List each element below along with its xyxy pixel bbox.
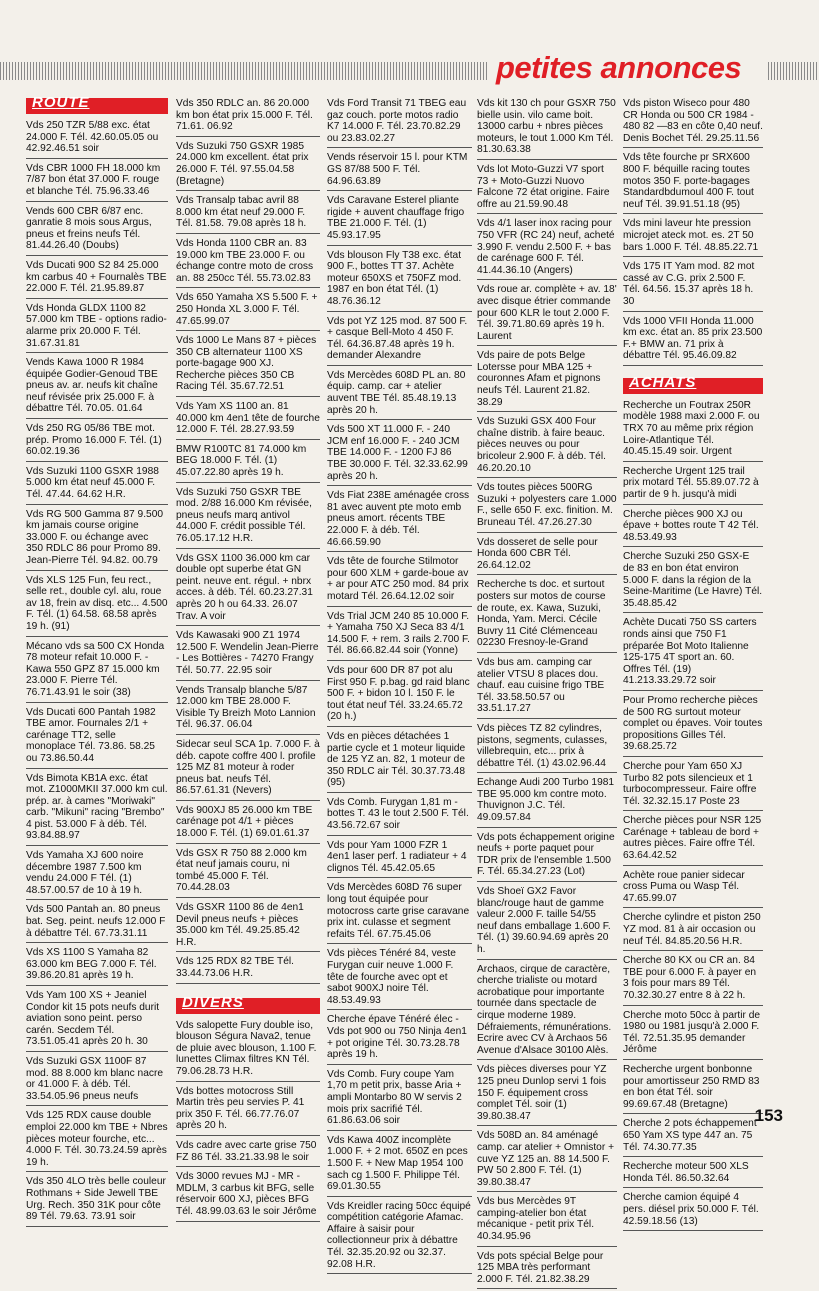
classified-ad: Vds GSXR 1100 86 de 4en1 Devil pneus neufs + pièces 35.000 km Tél. 49.25.85.42 H.R. xyxy=(176,900,320,952)
classified-ad: Cherche cylindre et piston 250 YZ mod. 81 à air occasion ou neuf Tél. 84.85.20.56 H.R. xyxy=(623,910,763,951)
classified-ad: Vds paire de pots Belge Lotersse pour MBA 125 + couronnes Afam et pignons neufs Tél. Laurent 21.82. 38.29 xyxy=(477,348,617,412)
classified-ad: Vds GSX R 750 88 2.000 km état neuf jamais couru, ni tombé 45.000 F. Tél. 70.44.28.03 xyxy=(176,846,320,898)
classified-ad: Vds lot Moto-Guzzi V7 sport 73 + Moto-Guzzi Nuovo Falcone 72 état origine. Faire offre au 21.59.90.48 xyxy=(477,162,617,214)
ad-list xyxy=(477,96,617,1289)
classified-ad: Vds Suzuki 1100 GSXR 1988 5.000 km état neuf 45.000 F. Tél. 47.44. 64.62 H.R. xyxy=(26,464,168,505)
classified-ad: Vds roue ar. complète + av. 18' avec disque étrier commande pour 600 KLR le tout 2.000 F. Tél. 39.71.80.69 après 19 h. Laurent xyxy=(477,282,617,346)
classified-ad: Vds cadre avec carte grise 750 FZ 86 Tél. 33.21.33.98 le soir xyxy=(176,1138,320,1167)
classified-ad: Vds 350 4LO très belle couleur Rothmans + Side Jewell TBE Urg. Rech. 350 31K pour côte 89 Tél. 79.63. 73.91 soir xyxy=(26,1174,168,1226)
classified-ad: Cherche 2 pots échappement 650 Yam XS type 447 an. 75 Tél. 74.30.77.35 xyxy=(623,1116,763,1157)
classified-ad: Vds 4/1 laser inox racing pour 750 VFR (RC 24) neuf, acheté 3.990 F. vendu 2.500 F. + bas de carénage 600 F. Tél. 41.44.36.10 (Angers) xyxy=(477,216,617,280)
classified-ad: Pour Promo recherche pièces de 500 RG surtout moteur complet ou épaves. Voir toutes propositions Gilles Tél. 39.68.25.72 xyxy=(623,693,763,757)
classified-ad: Vds pièces Ténéré 84, veste Furygan cuir neuve 1.000 F. tête de fourche avec opt et sabot 900XJ noire Tél. 48.53.49.93 xyxy=(327,946,472,1010)
column-4 xyxy=(477,96,617,1291)
classified-ad: Vds Kreidler racing 50cc équipé compétition catégorie Afamac. Affaire à saisir pour collectionneur prix à débattre Tél. 32.35.20.92 ou 32.37. 92.08 H.R. xyxy=(327,1199,472,1275)
classified-ad: Vds 1000 Le Mans 87 + pièces 350 CB alternateur 1100 XS porte-bagage 900 XJ. Recherche pièces 350 CB Racing Tél. 35.67.72.51 xyxy=(176,333,320,397)
classified-ad: Archaos, cirque de caractère, cherche trialiste ou motard acrobatique pour importante tournée dans spectacle de cirque moderne 1989. Défraiements, rémunérations. Ecrire avec CV à Archaos 56 Avenue d'Alsace 30100 Alès. xyxy=(477,962,617,1061)
page-header xyxy=(0,50,819,90)
classified-ad: Vds blouson Fly T38 exc. état 900 F., bottes TT 37. Achète moteur 650XS et 750FZ mod. 1987 en bon état Tél. (1) 48.76.36.12 xyxy=(327,248,472,312)
column-1 xyxy=(26,96,168,1229)
classified-ad: Vends Transalp blanche 5/87 12.000 km TBE 28.000 F. Visible Ty Breizh Moto Lannion Tél. 96.37. 06.04 xyxy=(176,683,320,735)
classified-ad: Vds pour Yam 1000 FZR 1 4en1 laser perf. 1 radiateur + 4 clignos Tél. 45.42.05.65 xyxy=(327,838,472,879)
ad-list xyxy=(623,96,763,366)
classified-ad: Recherche ts doc. et surtout posters sur motos de course de route, ex. Kawa, Suzuki, Honda, Yam. Merci. Cécile Buvry 11 Cité Clémenceau 02230 Fresnoy-le-Grand xyxy=(477,577,617,653)
classified-ad: Vds Trial JCM 240 85 10.000 F. + Yamaha 750 XJ Seca 83 4/1 14.500 F. + rem. 3 rails 2.700 F. Tél. 86.66.82.44 soir (Yonne) xyxy=(327,609,472,661)
classified-ad: Recherche Urgent 125 trail prix motard Tél. 55.89.07.72 à partir de 9 h. jusqu'à midi xyxy=(623,464,763,505)
column-3 xyxy=(327,96,472,1276)
classified-ad: Achète Ducati 750 SS carters ronds ainsi que 750 F1 préparée Bot Moto Italienne 125-175 4T sport an. 60. Offres Tél. (19) 41.213.33.29.72 soir xyxy=(623,615,763,691)
classified-ad: Recherche moteur 500 XLS Honda Tél. 86.50.32.64 xyxy=(623,1159,763,1188)
classified-ad: Vds Kawa 400Z incomplète 1.000 F. + 2 mot. 650Z en pces 1.500 F. + New Map 1954 100 sach cg 1.500 F. Philippe Tél. 69.01.30.55 xyxy=(327,1133,472,1197)
classified-ad: Vds Yamaha XJ 600 noire décembre 1987 7.500 km vendu 24.000 F Tél. (1) 48.57.00.57 de 10 à 19 h. xyxy=(26,848,168,900)
classified-ad: Vds 3000 revues MJ - MR - MDLM, 3 carbus kit BFG, selle réservoir 600 XJ, pièces BFG Tél. 48.99.03.63 le soir Jérôme xyxy=(176,1169,320,1221)
classified-ad: Cherche pour Yam 650 XJ Turbo 82 pots silencieux et 1 turbocompresseur. Faire offre Tél. 32.32.15.17 Poste 23 xyxy=(623,759,763,811)
classified-ad: Vds Ducati 900 S2 84 25.000 km carbus 40 + Fournalès TBE 22.000 F. Tél. 21.95.89.87 xyxy=(26,258,168,299)
classified-ad: Vds toutes pièces 500RG Suzuki + polyesters care 1.000 F., selle 650 F. exc. finition. M. Bruneau Tél. 47.26.27.30 xyxy=(477,480,617,532)
classified-ad: Vds pots spécial Belge pour 125 MBA très performant 2.000 F. Tél. 21.82.38.29 xyxy=(477,1249,617,1290)
header-stripes-left xyxy=(0,62,488,80)
header-stripes-right xyxy=(768,62,819,80)
classified-ad: Vds pièces diverses pour YZ 125 pneu Dunlop servi 1 fois 150 F. équipement cross complet Tél. soir (1) 39.80.38.47 xyxy=(477,1062,617,1126)
classified-ad: Vds Comb. Furygan 1,81 m - bottes T. 43 le tout 2.500 F. Tél. 43.56.72.67 soir xyxy=(327,795,472,836)
classified-ad: Vds Mercèdes 608D PL an. 80 équip. camp. car + atelier auvent TBE Tél. 85.48.19.13 après 20 h. xyxy=(327,368,472,420)
classified-ad: Vds Caravane Esterel pliante rigide + auvent chauffage frigo TBE 21.000 F. Tél. (1) 45.93.17.95 xyxy=(327,193,472,245)
classified-ad: Vends Kawa 1000 R 1984 équipée Godier-Genoud TBE pneus av. ar. neufs kit chaîne neuf révisée prix 25.000 F. à débattre Tél. 70.05. 01.64 xyxy=(26,355,168,419)
classified-ad: Recherche urgent bonbonne pour amortisseur 250 RMD 83 en bon état Tél. soir 99.69.67.48 (Bretagne) xyxy=(623,1062,763,1114)
classified-ad: Vds bottes motocross Still Martin très peu servies P. 41 prix 350 F. Tél. 66.77.76.07 après 20 h. xyxy=(176,1084,320,1136)
classified-ad: Vds RG 500 Gamma 87 9.500 km jamais course origine 33.000 F. ou échange avec 350 RDLC 86 pour Promo 89. Jean-Pierre Tél. 94.82. 00.79 xyxy=(26,507,168,571)
classified-ad: Vds XS 1100 S Yamaha 82 63.000 km BEG 7.000 F. Tél. 39.86.20.81 après 19 h. xyxy=(26,945,168,986)
classified-ad: Vds Suzuki GSX 1100F 87 mod. 88 8.000 km blanc nacre or 41.000 F. à déb. Tél. 33.54.05.96 pneus neufs xyxy=(26,1054,168,1106)
classified-ad: Vds bus am. camping car atelier VTSU 8 places dou. chauf. eau cuisine frigo TBE Tél. 33.58.50.57 ou 33.51.17.27 xyxy=(477,655,617,719)
classified-ad: Vds tête de fourche Stilmotor pour 600 XLM + garde-boue av + ar pour ATC 250 mod. 84 prix motard Tél. 26.64.12.02 soir xyxy=(327,554,472,606)
classified-ad: Vds Mercèdes 608D 76 super long tout équipée pour motocross carte grise caravane prix int. culasse et segment refaits Tél. 67.75.45.06 xyxy=(327,880,472,944)
classified-ad: Vds Shoeï GX2 Favor blanc/rouge haut de gamme valeur 2.000 F. taille 54/55 neuf dans emballage 1.600 F. Tél. (1) 39.60.94.69 après 20 h. xyxy=(477,884,617,960)
classified-ad: Vds Yam XS 1100 an. 81 40.000 km 4en1 tête de fourche 12.000 F. Tél. 28.27.93.59 xyxy=(176,399,320,440)
classified-ad: Vds pièces TZ 82 cylindres, pistons, segments, culasses, villebrequin, etc... prix à débattre Tél. (1) 43.02.96.44 xyxy=(477,721,617,773)
classified-ad: Vds Suzuki 750 GSXR TBE mod. 2/88 16.000 Km révisée, pneus neufs marq antivol 44.000 F. crédit possible Tél. 76.05.17.12 H.R. xyxy=(176,485,320,549)
classified-ad: Vds Suzuki GSX 400 Four chaîne distrib. à faire beauc. pièces neuves ou pour bricoleur 2.900 F. à déb. Tél. 46.20.20.10 xyxy=(477,414,617,478)
page-title: petites annonces xyxy=(496,50,742,85)
classified-ad: Vds 508D an. 84 aménagé camp. car atelier + Omnistor + cuve YZ 125 an. 88 14.500 F. PW 50 2.800 F. Tél. (1) 39.80.38.47 xyxy=(477,1128,617,1192)
classified-ad: Vds Transalp tabac avril 88 8.000 km état neuf 29.000 F. Tél. 81.58. 79.08 après 18 h. xyxy=(176,193,320,234)
classified-ad: Vends 600 CBR 6/87 enc. ganratie 8 mois sous Argus, pneus et freins neufs Tél. 81.44.26.40 (Doubs) xyxy=(26,204,168,256)
classified-ad: Vds 250 RG 05/86 TBE mot. prép. Promo 16.000 F. Tél. (1) 60.02.19.36 xyxy=(26,421,168,462)
classified-ad: Mécano vds sa 500 CX Honda 78 moteur refait 10.000 F. - Kawa 550 GPZ 87 15.000 km 23.000 F. Pierre Tél. 76.71.43.91 le soir (38) xyxy=(26,639,168,703)
classified-ad: Vds pot YZ 125 mod. 87 500 F. + casque Bell-Moto 4 450 F. Tél. 64.36.87.48 après 19 h. demander Alexandre xyxy=(327,314,472,366)
classified-ad: Vds Yam 100 XS + Jeaniel Condor kit 15 pots neufs durit aviation sono peint. perso carén. Secdem Tél. 73.51.05.41 après 20 h. 30 xyxy=(26,988,168,1052)
classified-ad: Cherche pièces 900 XJ ou épave + bottes route T 42 Tél. 48.53.49.93 xyxy=(623,507,763,548)
classified-ad: Cherche camion équipé 4 pers. diésel prix 50.000 F. Tél. 42.59.18.56 (13) xyxy=(623,1190,763,1231)
classified-ad: Vds Comb. Fury coupe Yam 1,70 m petit prix, basse Aria + ampli Montarbo 80 W servis 2 mois prix sacrifié Tél. 61.86.63.06 soir xyxy=(327,1067,472,1131)
classified-ad: Vds Suzuki 750 GSXR 1985 24.000 km excellent. état prix 26.000 F. Tél. 97.55.04.58 (Bretagne) xyxy=(176,139,320,191)
classified-ad: Vds 125 RDX cause double emploi 22.000 km TBE + Nbres pièces moteur fourche, etc... 4.000 F. Tél. 30.73.24.59 après 19 h. xyxy=(26,1108,168,1172)
classified-ad: Vds mini laveur hte pression microjet ateck mot. es. 2T 50 bars 1.000 F. Tél. 48.85.22.71 xyxy=(623,216,763,257)
classified-ad: Vds en pièces détachées 1 partie cycle et 1 moteur liquide de 125 YZ an. 82, 1 moteur de 350 RDLC air Tél. 30.37.73.48 (95) xyxy=(327,729,472,793)
classified-ad: Vds tête fourche pr SRX600 800 F. béquille racing toutes motos 350 F. porte-bagages Standardbdumoul 400 F. tout neuf Tél. 39.91.51.18 (95) xyxy=(623,150,763,214)
ad-list xyxy=(176,96,320,984)
classified-ad: Vds Bimota KB1A exc. état mot. Z1000MKII 37.000 km cul. prép. ar. à cames "Moriwaki" carb. "Mikuni" racing "Brembo" 4 pist. 53.000 F à déb. Tél. 93.84.88.97 xyxy=(26,771,168,847)
ad-list xyxy=(623,398,763,1231)
classified-ad: Vds Honda GLDX 1100 82 57.000 km TBE - options radio-alarme prix 20.000 F. Tél. 31.67.31.81 xyxy=(26,301,168,353)
classified-ad: Vds pour 600 DR 87 pot alu First 950 F. p.bag. gd raid blanc 500 F. + bidon 10 l. 150 F. le tout état neuf Tél. 33.24.65.72 (20 h.) xyxy=(327,663,472,727)
classified-ad: Vds 350 RDLC an. 86 20.000 km bon état prix 15.000 F. Tél. 71.61. 06.92 xyxy=(176,96,320,137)
classified-ad: Vds 500 XT 11.000 F. - 240 JCM enf 16.000 F. - 240 JCM TBE 14.000 F. - 1200 FJ 86 TBE 30.000 F. Tél. 32.33.62.99 après 20 h. xyxy=(327,422,472,486)
classified-ad: Vds 250 TZR 5/88 exc. état 24.000 F. Tél. 42.60.05.05 ou 42.92.46.51 soir xyxy=(26,118,168,159)
classified-ad: Vds 1000 VFII Honda 11.000 km exc. état an. 85 prix 23.500 F.+ BMW an. 71 prix à débattre Tél. 95.46.09.82 xyxy=(623,314,763,366)
ad-list xyxy=(176,1018,320,1222)
classified-ad: Vds Kawasaki 900 Z1 1974 12.500 F. Wendelin Jean-Pierre - Les Bottières - 74270 Frangy Tél. 50.77. 22.95 soir xyxy=(176,628,320,680)
classified-ad: Vds Fiat 238E aménagée cross 81 avec auvent pte moto emb pneus amort. récents TBE 22.000 F. à déb. Tél. 46.66.59.90 xyxy=(327,488,472,552)
classified-ad: Recherche un Foutrax 250R modèle 1988 maxi 2.000 F. ou TRX 70 au même prix région Loire-Atlantique Tél. 40.45.15.49 soir. Urgent xyxy=(623,398,763,462)
classified-ad: Vds Ducati 600 Pantah 1982 TBE amor. Fournales 2/1 + carénage TT2, selle monoplace Tél. 73.86. 58.25 ou 73.86.50.44 xyxy=(26,705,168,769)
classified-ad: Vds dosseret de selle pour Honda 600 CBR Tél. 26.64.12.02 xyxy=(477,535,617,576)
classified-ad: Cherche épave Ténéré élec - Vds pot 900 ou 750 Ninja 4en1 + pot origine Tél. 30.73.28.78 après 19 h. xyxy=(327,1012,472,1064)
classified-ad: Vds piston Wiseco pour 480 CR Honda ou 500 CR 1984 - 480 82 —83 en côte 0,40 neuf. Denis Bochet Tél. 29.25.11.56 xyxy=(623,96,763,148)
classified-ad: Achète roue panier sidecar cross Puma ou Wasp Tél. 47.65.99.07 xyxy=(623,868,763,909)
classified-ad: Vds pots échappement origine neufs + porte paquet pour TDR prix de l'ensemble 1.500 F. Tél. 65.34.27.23 (Lot) xyxy=(477,830,617,882)
classified-ad: Sidecar seul SCA 1p. 7.000 F. à déb. capote coffre 400 l. profile 125 MZ 81 moteur à roder pneus bat. neufs Tél. 86.57.61.31 (Nevers) xyxy=(176,737,320,801)
classified-ad: Vds Ford Transit 71 TBEG eau gaz couch. porte motos radio K7 14.000 F. Tél. 23.70.82.29 ou 23.83.02.27 xyxy=(327,96,472,148)
classified-ad: Vds 175 IT Yam mod. 82 mot cassé av C.G. prix 2.500 F. Tél. 64.56. 15.37 après 18 h. 30 xyxy=(623,259,763,311)
classified-ad: BMW R100TC 81 74.000 km BEG 18.000 F. Tél. (1) 45.07.22.80 après 19 h. xyxy=(176,442,320,483)
classified-ad: Vds GSX 1100 36.000 km car double opt superbe état GN peint. neuve ent. régul. + nbrx acces. à déb. Tél. 60.23.27.31 après 20 h ou 64.33. 26.07 Trav. A voir xyxy=(176,551,320,627)
classified-ad: Vends réservoir 15 l. pour KTM GS 87/88 500 F. Tél. 64.96.63.89 xyxy=(327,150,472,191)
classified-ad: Cherche Suzuki 250 GSX-E de 83 en bon état environ 5.000 F. dans la région de la Seine-Maritime (Le Havre) Tél. 35.48.85.42 xyxy=(623,549,763,613)
page-number: 153 xyxy=(754,1106,783,1125)
classified-ad: Vds 125 RDX 82 TBE Tél. 33.44.73.06 H.R. xyxy=(176,954,320,983)
classified-ad: Vds salopette Fury double iso, blouson Ségura Nava2, tenue de pluie avec blouson, 1.100 F. lunettes Climax filtres KN Tél. 79.06.28.73 H.R. xyxy=(176,1018,320,1082)
section-header-divers: DIVERS xyxy=(176,998,320,1014)
column-2 xyxy=(176,96,320,1224)
classified-ad: Vds XLS 125 Fun, feu rect., selle ret., double cyl. alu, roue av 18, frein av disq. etc... 4.500 F. Tél. (1) 64.58. 68.58 après 19 h. (91) xyxy=(26,573,168,637)
classified-ad: Vds 650 Yamaha XS 5.500 F. + 250 Honda XL 3.000 F. Tél. 47.65.99.07 xyxy=(176,290,320,331)
classified-ad: Cherche 80 KX ou CR an. 84 TBE pour 6.000 F. à payer en 3 fois pour mars 89 Tél. 70.32.30.27 entre 8 à 22 h. xyxy=(623,953,763,1005)
classified-ad: Cherche moto 50cc à partir de 1980 ou 1981 jusqu'à 2.000 F. Tél. 72.51.35.95 demander Jérôme xyxy=(623,1008,763,1060)
classified-ad: Cherche pièces pour NSR 125 Carénage + tableau de bord + autres pièces. Faire offre Tél. 63.64.42.52 xyxy=(623,813,763,865)
classified-ad: Vds bus Mercèdes 9T camping-atelier bon état mécanique - petit prix Tél. 40.34.95.96 xyxy=(477,1194,617,1246)
column-5 xyxy=(623,96,763,1233)
classified-ad: Vds 900XJ 85 26.000 km TBE carénage pot 4/1 + pièces 18.000 F. Tél. (1) 69.01.61.37 xyxy=(176,803,320,844)
section-header-route: ROUTE xyxy=(26,98,168,114)
classified-ad: Echange Audi 200 Turbo 1981 TBE 95.000 km contre moto. Thuvignon J.C. Tél. 49.09.57.84 xyxy=(477,775,617,827)
classified-ad: Vds CBR 1000 FH 18.000 km 7/87 bon état 37.000 F. rouge et blanche Tél. 75.96.33.46 xyxy=(26,161,168,202)
section-header-achats: ACHATS xyxy=(623,378,763,394)
classified-ad: Vds kit 130 ch pour GSXR 750 bielle usin. vilo came boit. 13000 carbu + nbres pièces moteurs, le tout 1.000 Km Tél. 81.30.63.38 xyxy=(477,96,617,160)
ad-list xyxy=(327,96,472,1274)
classified-ad: Vds Honda 1100 CBR an. 83 19.000 km TBE 23.000 F. ou échange contre moto de cross an. 88 250cc Tél. 55.73.02.83 xyxy=(176,236,320,288)
ad-list xyxy=(26,118,168,1227)
classified-ad: Vds 500 Pantah an. 80 pneus bat. Seg. peint. neufs 12.000 F à débattre Tél. 67.73.31.11 xyxy=(26,902,168,943)
